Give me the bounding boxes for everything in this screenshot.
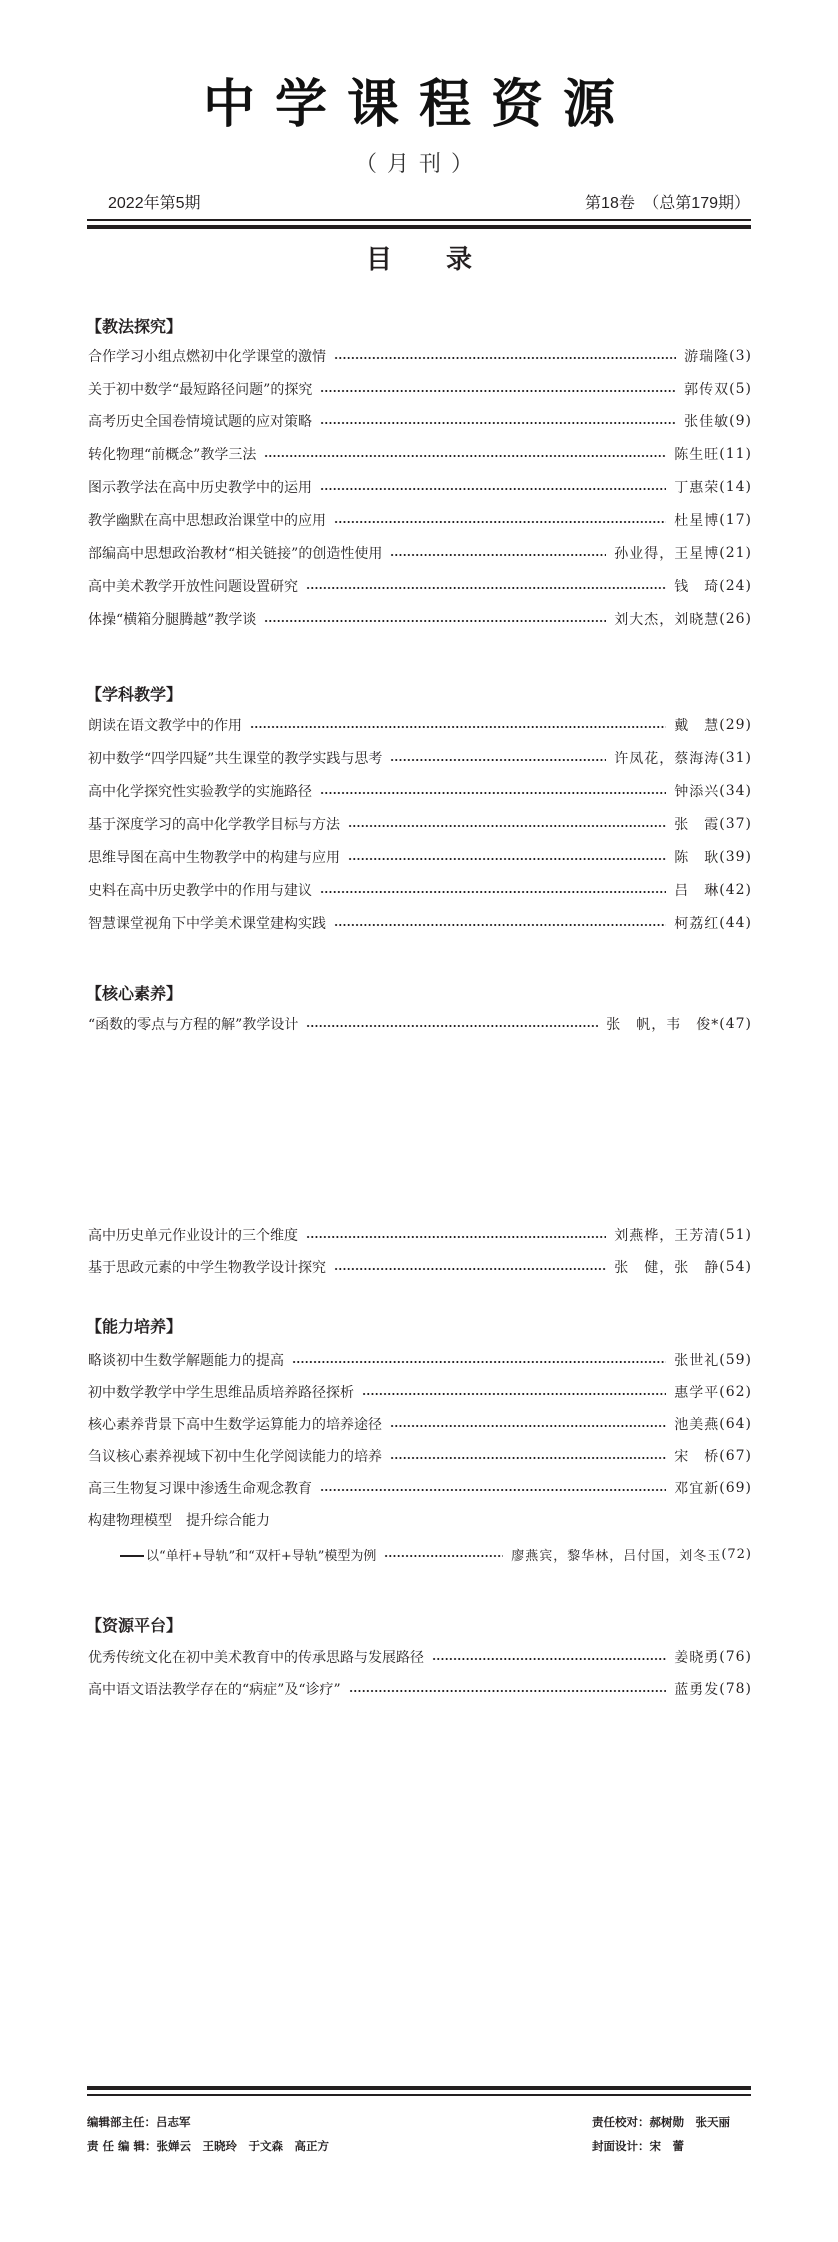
entry-page: (3)	[729, 348, 752, 364]
toc-entry-subtitle-line[interactable]	[120, 1543, 752, 1565]
entry-title: 高中历史单元作业设计的三个维度	[88, 1228, 298, 1244]
toc-entry[interactable]	[88, 879, 752, 901]
entry-authors: 刘燕桦，王芳清	[614, 1228, 720, 1244]
leader-dots	[349, 1690, 667, 1692]
entry-title: 史料在高中历史教学中的作用与建议	[88, 883, 312, 899]
entry-page: (17)	[719, 512, 752, 528]
entry-page: (11)	[719, 446, 752, 462]
proofreaders: 责任校对：郝树勋 张天丽	[592, 2115, 730, 2129]
toc-entry[interactable]	[88, 1413, 752, 1435]
entry-authors: 惠学平	[674, 1385, 720, 1401]
entry-page: (14)	[719, 479, 752, 495]
toc-entry[interactable]	[88, 1349, 752, 1371]
entry-title: 略谈初中生数学解题能力的提高	[88, 1353, 284, 1369]
entry-authors: 邓宜新	[674, 1481, 720, 1497]
entry-authors: 姜晓勇	[674, 1650, 720, 1666]
entry-authors: 刘大杰，刘晓慧	[614, 612, 720, 628]
entry-page: (62)	[719, 1384, 752, 1400]
entry-authors: 戴 慧	[674, 718, 720, 734]
entry-page: (26)	[719, 611, 752, 627]
entry-authors: 张世礼	[674, 1353, 720, 1369]
entry-title: 高考历史全国卷情境试题的应对策略	[88, 414, 312, 430]
leader-dots	[320, 422, 676, 424]
entry-title: 图示教学法在高中历史教学中的运用	[88, 480, 312, 496]
toc-entry[interactable]	[88, 1256, 752, 1278]
toc-entry[interactable]	[88, 1224, 752, 1246]
entry-authors: 钟添兴	[674, 784, 720, 800]
toc-entry[interactable]	[88, 813, 752, 835]
section-heading-ability-development: 【能力培养】	[86, 1317, 183, 1336]
leader-dots	[334, 1268, 606, 1270]
entry-title: 刍议核心素养视域下初中生化学阅读能力的培养	[88, 1449, 382, 1465]
entry-authors: 张 健，张 静	[614, 1260, 720, 1276]
entry-page: (39)	[719, 849, 752, 865]
toc-entry[interactable]	[88, 443, 752, 465]
responsible-editors: 责 任 编 辑：张婵云 王晓玲 于文森 高正方	[87, 2139, 330, 2153]
entry-page: (72)	[721, 1546, 752, 1562]
leader-dots	[334, 521, 666, 523]
toc-title: 目录	[365, 245, 526, 275]
entry-page: (5)	[729, 381, 752, 397]
entry-authors: 张 帆，韦 俊*	[606, 1017, 720, 1033]
entry-page: (78)	[719, 1681, 752, 1697]
entry-title: 教学幽默在高中思想政治课堂中的应用	[88, 513, 326, 529]
entry-title: 朗读在语文教学中的作用	[88, 718, 242, 734]
header-rule-thin	[87, 219, 751, 221]
entry-authors: 吕 琳	[674, 883, 720, 899]
entry-title: 优秀传统文化在初中美术教育中的传承思路与发展路径	[88, 1650, 424, 1666]
leader-dots	[264, 455, 666, 457]
leader-dots	[432, 1658, 666, 1660]
entry-authors: 郭传双	[684, 382, 730, 398]
toc-entry[interactable]	[88, 476, 752, 498]
entry-authors: 廖燕宾，黎华林，吕付国，刘冬玉	[511, 1548, 722, 1564]
journal-frequency: （月刊）	[354, 152, 483, 177]
entry-authors: 陈生旺	[674, 447, 720, 463]
leader-dots	[334, 357, 676, 359]
toc-entry[interactable]	[88, 542, 752, 564]
entry-page: (37)	[719, 816, 752, 832]
entry-authors: 宋 桥	[674, 1449, 720, 1465]
entry-page: (42)	[719, 882, 752, 898]
entry-page: (47)	[719, 1016, 752, 1032]
toc-entry[interactable]	[88, 780, 752, 802]
entry-title: 初中数学教学中学生思维品质培养路径探析	[88, 1385, 354, 1401]
leader-dots	[306, 587, 666, 589]
entry-title: 高中语文语法教学存在的“病症”及“诊疗”	[88, 1682, 341, 1698]
entry-title: 高中美术教学开放性问题设置研究	[88, 579, 298, 595]
entry-page: (34)	[719, 783, 752, 799]
journal-title: 中学课程资源	[202, 74, 635, 135]
leader-dots	[306, 1025, 598, 1027]
leader-dots	[250, 726, 666, 728]
editor-director: 编辑部主任：吕志军	[87, 2115, 191, 2129]
toc-entry[interactable]	[88, 1477, 752, 1499]
leader-dots	[306, 1236, 606, 1238]
entry-page: (21)	[719, 545, 752, 561]
entry-title: 合作学习小组点燃初中化学课堂的激情	[88, 349, 326, 365]
leader-dots	[390, 1425, 666, 1427]
toc-entry[interactable]	[88, 608, 752, 630]
entry-authors: 张佳敏	[684, 414, 730, 430]
toc-entry[interactable]	[88, 747, 752, 769]
entry-authors: 游瑞隆	[684, 349, 730, 365]
entry-page: (76)	[719, 1649, 752, 1665]
leader-dots	[334, 924, 666, 926]
toc-entry[interactable]	[88, 1381, 752, 1403]
entry-title: 高三生物复习课中渗透生命观念教育	[88, 1481, 312, 1497]
leader-dots	[348, 825, 666, 827]
entry-authors: 钱 琦	[674, 579, 720, 595]
toc-entry[interactable]	[88, 345, 752, 367]
entry-page: (9)	[729, 413, 752, 429]
entry-title: 基于深度学习的高中化学教学目标与方法	[88, 817, 340, 833]
toc-entry[interactable]	[88, 410, 752, 432]
leader-dots	[348, 858, 666, 860]
entry-authors: 蓝勇发	[674, 1682, 720, 1698]
entry-authors: 陈 耿	[674, 850, 720, 866]
toc-entry[interactable]	[88, 1678, 752, 1700]
toc-entry[interactable]	[88, 575, 752, 597]
entry-authors: 孙业得，王星博	[614, 546, 720, 562]
leader-dots	[384, 1555, 503, 1557]
entry-page: (59)	[719, 1352, 752, 1368]
entry-title: 高中化学探究性实验教学的实施路径	[88, 784, 312, 800]
issue-number: 2022年第5期	[108, 195, 201, 212]
entry-page: (67)	[719, 1448, 752, 1464]
leader-dots	[320, 891, 666, 893]
entry-page: (29)	[719, 717, 752, 733]
section-heading-teaching-methods: 【教法探究】	[86, 317, 183, 336]
leader-dots	[390, 554, 606, 556]
entry-title: 智慧课堂视角下中学美术课堂建构实践	[88, 916, 326, 932]
entry-page: (44)	[719, 915, 752, 931]
section-heading-core-literacy: 【核心素养】	[86, 984, 183, 1003]
entry-page: (64)	[719, 1416, 752, 1432]
leader-dots	[320, 488, 666, 490]
entry-page: (31)	[719, 750, 752, 766]
toc-entry[interactable]	[88, 714, 752, 736]
toc-entry[interactable]	[88, 509, 752, 531]
toc-entry-title-line[interactable]: 构建物理模型 提升综合能力	[88, 1513, 270, 1529]
toc-entry[interactable]	[88, 1646, 752, 1668]
entry-title: 关于初中数学“最短路径问题”的探究	[88, 382, 313, 398]
entry-authors: 丁惠荣	[674, 480, 720, 496]
leader-dots	[320, 1489, 666, 1491]
leader-dots	[390, 759, 606, 761]
leader-dots	[390, 1457, 666, 1459]
entry-page: (69)	[719, 1480, 752, 1496]
footer-rule-thin	[87, 2094, 751, 2096]
entry-title: 核心素养背景下高中生数学运算能力的培养途径	[88, 1417, 382, 1433]
leader-dots	[292, 1361, 666, 1363]
entry-authors: 杜星博	[674, 513, 720, 529]
entry-page: (51)	[719, 1227, 752, 1243]
header-rule-thick	[87, 225, 751, 229]
section-heading-subject-teaching: 【学科教学】	[86, 685, 183, 704]
entry-title: 基于思政元素的中学生物教学设计探究	[88, 1260, 326, 1276]
toc-entry[interactable]	[88, 912, 752, 934]
entry-title: 体操“横箱分腿腾越”教学谈	[88, 612, 257, 628]
toc-entry[interactable]	[88, 378, 752, 400]
entry-authors: 柯荔红	[674, 916, 720, 932]
entry-authors: 张 霞	[674, 817, 720, 833]
entry-authors: 池美燕	[674, 1417, 720, 1433]
entry-page: (24)	[719, 578, 752, 594]
leader-dots	[264, 620, 606, 622]
leader-dots	[320, 792, 666, 794]
entry-title: 思维导图在高中生物教学中的构建与应用	[88, 850, 340, 866]
section-heading-resource-platform: 【资源平台】	[86, 1616, 183, 1635]
entry-page: (54)	[719, 1259, 752, 1275]
entry-subtitle: 以“单杆+导轨”和“双杆+导轨”模型为例	[120, 1545, 376, 1564]
toc-entry[interactable]	[88, 846, 752, 868]
footer-rule-thick	[87, 2086, 751, 2090]
toc-entry[interactable]	[88, 1013, 752, 1035]
entry-title: 转化物理“前概念”教学三法	[88, 447, 257, 463]
entry-authors: 许凤花，蔡海涛	[614, 751, 720, 767]
entry-title: 部编高中思想政治教材“相关链接”的创造性使用	[88, 546, 383, 562]
leader-dots	[362, 1393, 666, 1395]
entry-title: “函数的零点与方程的解”教学设计	[88, 1017, 299, 1033]
cover-design: 封面设计：宋 蕾	[592, 2139, 684, 2153]
entry-title: 初中数学“四学四疑”共生课堂的教学实践与思考	[88, 751, 383, 767]
leader-dots	[320, 390, 676, 392]
toc-entry[interactable]	[88, 1445, 752, 1467]
volume-number: 第18卷 （总第179期）	[585, 195, 750, 212]
